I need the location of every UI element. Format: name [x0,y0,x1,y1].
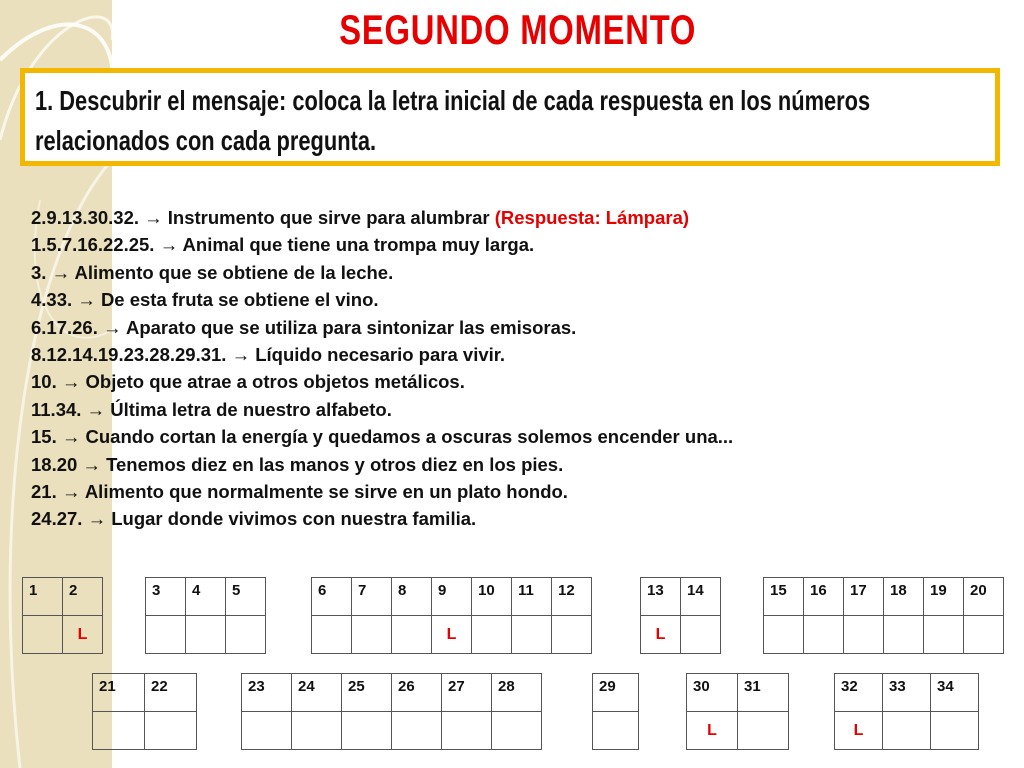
instruction-text [35,81,971,161]
grid-number: 18 [884,578,924,616]
answer-grid-29 [592,673,639,750]
grid-number: 29 [593,674,639,712]
question-item [31,286,733,313]
grid-answer-cell[interactable] [392,616,432,654]
grid-answer-cell[interactable] [145,712,197,750]
arrow-icon: → [139,207,168,228]
grid-answer-cell[interactable]: L [835,712,883,750]
grid-number: 7 [352,578,392,616]
grid-number: 10 [472,578,512,616]
grid-answer-cell[interactable] [883,712,931,750]
grid-answer-cell[interactable] [93,712,145,750]
answer-grid-21-22 [92,673,197,750]
question-item [31,505,733,532]
grid-number: 9 [432,578,472,616]
grid-answer-cell[interactable] [442,712,492,750]
grid-answer-cell[interactable] [738,712,789,750]
grid-answer-cell[interactable] [804,616,844,654]
question-item [31,259,733,286]
instruction-box [20,68,1000,166]
grid-number: 24 [292,674,342,712]
question-text: Cuando cortan la energía y quedamos a oscuras solemos encender una... [85,426,734,448]
question-numbers: 2.9.13.30.32. [31,207,140,228]
question-item [31,368,733,395]
question-text: Lugar donde vivimos con nuestra familia. [111,508,477,530]
arrow-icon: → [82,508,112,530]
question-item [31,451,733,478]
question-numbers: 8.12.14.19.23.28.29.31. [31,344,227,366]
grid-number: 16 [804,578,844,616]
arrow-icon: → [56,481,85,503]
arrow-icon: → [72,289,101,311]
grid-number: 32 [835,674,883,712]
grid-answer-cell[interactable]: L [687,712,738,750]
grid-answer-cell[interactable] [492,712,542,750]
grid-answer-cell[interactable] [312,616,352,654]
answer-grid-30-31 [686,673,789,750]
question-text: Líquido necesario para vivir. [255,344,506,366]
grid-number: 34 [931,674,979,712]
grid-answer-cell[interactable] [593,712,639,750]
grid-number: 21 [93,674,145,712]
answer-grid-15-20 [763,577,1004,654]
grid-answer-cell[interactable] [342,712,392,750]
grid-answer-cell[interactable] [844,616,884,654]
answer-hint: (Respuesta: Lámpara) [494,207,690,228]
grid-number: 4 [186,578,226,616]
grid-number: 14 [681,578,721,616]
question-numbers: 21. [31,481,57,503]
grid-number: 11 [512,578,552,616]
grid-number: 25 [342,674,392,712]
grid-answer-cell[interactable] [931,712,979,750]
question-numbers: 4.33. [31,289,73,311]
grid-answer-cell[interactable] [226,616,266,654]
question-numbers: 6.17.26. [31,316,98,338]
grid-number: 23 [242,674,292,712]
grid-answer-cell[interactable] [292,712,342,750]
grid-answer-cell[interactable]: L [432,616,472,654]
question-numbers: 11.34. [31,398,82,420]
grid-answer-cell[interactable] [924,616,964,654]
question-item [31,396,733,423]
grid-answer-cell[interactable] [23,616,63,654]
question-numbers: 15. [31,426,57,448]
grid-number: 26 [392,674,442,712]
question-item [31,478,733,505]
grid-answer-cell[interactable] [352,616,392,654]
grid-number: 12 [552,578,592,616]
question-text: Última letra de nuestro alfabeto. [110,398,392,420]
question-list [31,204,733,533]
grid-answer-cell[interactable] [884,616,924,654]
grid-answer-cell[interactable] [764,616,804,654]
grid-number: 28 [492,674,542,712]
question-numbers: 18.20 [31,453,78,475]
answer-grid-3-5 [145,577,266,654]
answer-grid-32-34 [834,673,979,750]
grid-number: 27 [442,674,492,712]
grid-number: 20 [964,578,1004,616]
question-text: Objeto que atrae a otros objetos metálicos. [85,371,465,393]
answer-grid-23-28 [241,673,542,750]
question-text: De esta fruta se obtiene el vino. [100,289,379,311]
question-numbers: 3. [31,261,47,283]
grid-number: 17 [844,578,884,616]
arrow-icon: → [56,371,86,393]
question-item [31,423,733,450]
question-text: Alimento que se obtiene de la leche. [74,261,394,283]
grid-number: 30 [687,674,738,712]
question-text: Aparato que se utiliza para sintonizar las emisoras. [125,316,577,338]
arrow-icon: → [154,234,183,256]
question-numbers: 10. [31,371,57,393]
question-numbers: 24.27. [31,508,83,530]
question-text: Animal que tiene una trompa muy larga. [182,234,535,256]
question-item [31,231,733,258]
question-item [31,341,733,368]
question-text: Tenemos diez en las manos y otros diez en los pies. [106,453,564,475]
grid-answer-cell[interactable] [186,616,226,654]
grid-number: 15 [764,578,804,616]
grid-number: 2 [63,578,103,616]
arrow-icon: → [77,453,107,475]
grid-number: 3 [146,578,186,616]
grid-number: 22 [145,674,197,712]
question-text: Instrumento que sirve para alumbrar [167,207,495,228]
grid-answer-cell[interactable] [146,616,186,654]
question-numbers: 1.5.7.16.22.25. [31,234,155,256]
answer-grid-6-12 [311,577,592,654]
grid-answer-cell[interactable] [242,712,292,750]
answer-grid-1-2 [22,577,103,654]
grid-number: 19 [924,578,964,616]
grid-number: 6 [312,578,352,616]
arrow-icon: → [56,426,86,448]
answer-grid-13-14 [640,577,721,654]
arrow-icon: → [226,344,256,366]
arrow-icon: → [97,316,126,338]
instruction-line-2: relacionados con cada pregunta. [35,125,377,156]
question-item [31,204,733,231]
grid-number: 1 [23,578,63,616]
page-title: SEGUNDO MOMENTO [339,6,697,53]
grid-answer-cell[interactable] [512,616,552,654]
grid-number: 5 [226,578,266,616]
grid-answer-cell[interactable] [392,712,442,750]
arrow-icon: → [81,398,111,420]
grid-answer-cell[interactable] [472,616,512,654]
grid-number: 13 [641,578,681,616]
grid-answer-cell[interactable]: L [63,616,103,654]
arrow-icon: → [46,261,75,283]
grid-number: 8 [392,578,432,616]
question-text: Alimento que normalmente se sirve en un plato hondo. [84,481,568,503]
question-item [31,314,733,341]
grid-number: 33 [883,674,931,712]
grid-number: 31 [738,674,789,712]
grid-answer-cell[interactable]: L [641,616,681,654]
grid-answer-cell[interactable] [964,616,1004,654]
instruction-line-1: 1. Descubrir el mensaje: coloca la letra inicial de cada respuesta en los números [35,85,871,116]
grid-answer-cell[interactable] [552,616,592,654]
grid-answer-cell[interactable] [681,616,721,654]
